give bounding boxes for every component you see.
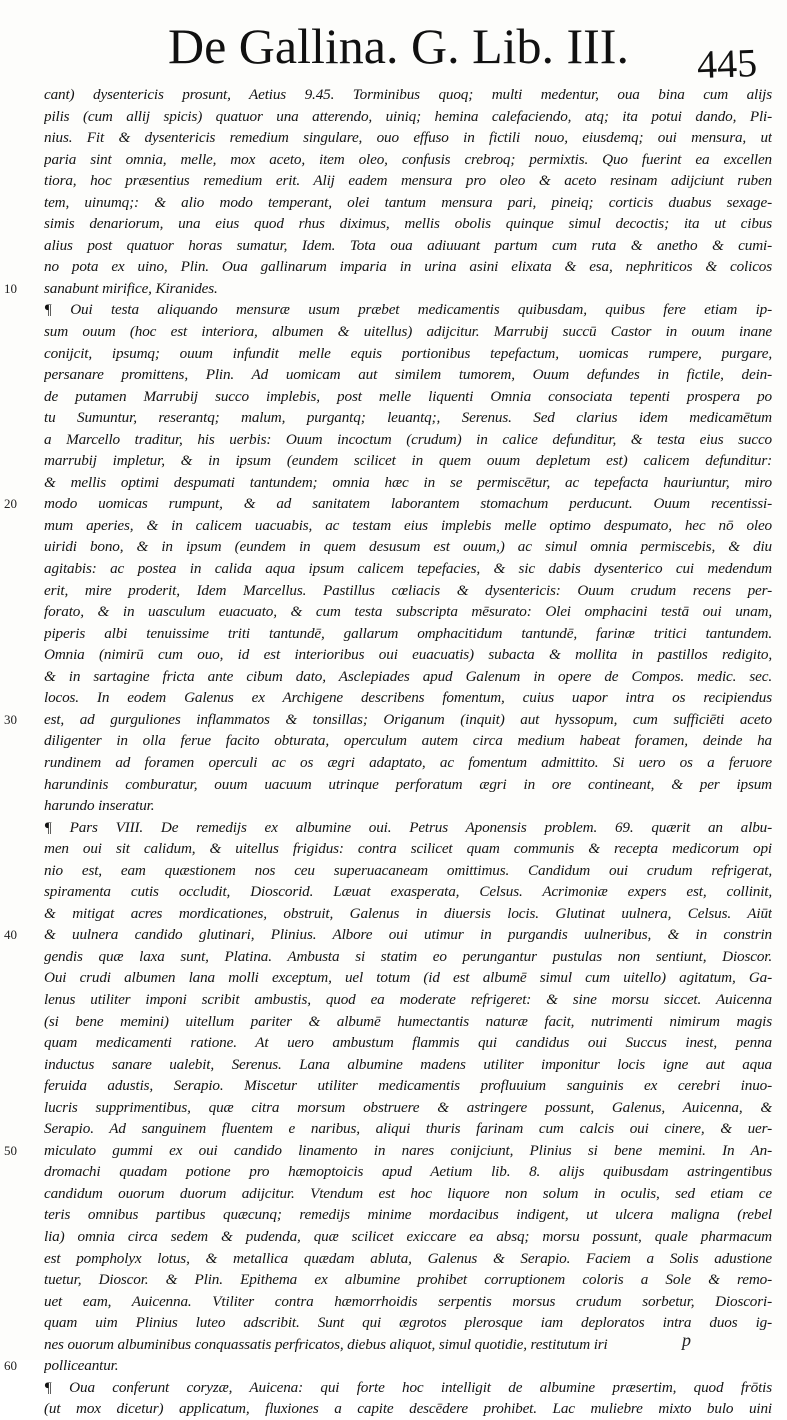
line-number: 50 (4, 1142, 17, 1158)
text-line: candidum ouorum duorum adijcitur. Vtendum est hoc liquore non solum in oculis, sed etiam ce (44, 1184, 772, 1202)
text-line: tuetur, Dioscor. & Plin. Epithema ex albumine prohibet corruptionem coloris a Sole & remo- (44, 1271, 772, 1289)
text-line: Oui crudi albumen lana molli exceptum, uel totum (id est albumē simul cum uitello) agitatum, Ga- (44, 969, 772, 987)
body-text (44, 84, 772, 1420)
text-line: feruida adustis, Serapio. Miscetur utiliter medicamentis profluuium sanguinis ex cerebri inuo- (44, 1077, 772, 1095)
text-line: marrubij impletur, & in ipsum (eundem scilicet in quem ouum depletum est) calicem defunditur: (44, 452, 772, 470)
text-line: lenus utiliter imponi scribit ambustis, quod ea moderate refrigeret: & sine morsu siccet. Auicenna (44, 990, 772, 1008)
text-line: men oui sit calidum, & uitellus frigidus: contra scilicet quam communis & recepta medicorum opi (44, 840, 772, 858)
text-line: a Marcello traditur, his uerbis: Ouum incoctum (crudum) in calice defunditur, & testa eius succo (44, 430, 772, 448)
text-line: & mellis optimi despumati tantundem; omnia hæc in se permiscētur, ac tepefacta hauriuntur, miro (44, 473, 772, 491)
text-line: nius. Fit & dysentericis remedium singulare, ouo effuso in fictili nouo, eiusdemq; oui mensura, ut (44, 129, 772, 147)
text-line: Omnia (nimirū cum ouo, id est interioribus oui euacuatis) subacta & mollita in pastillos redigito, (44, 646, 772, 664)
text-line: rundinem ad foramen operculi ac os ægri adaptato, ac fomentum admittito. Si uero os a feruore (44, 753, 772, 771)
text-line: spiramenta cutis occludit, Dioscorid. Læuat exasperata, Celsus. Acrimoniæ expers est, collinit, (44, 883, 772, 901)
text-line: uiridi bono, & in ipsum (eundem in quem desusum est ouum,) ac simul omnia permiscebis, & diu (44, 538, 772, 556)
text-line: locos. In eodem Galenus ex Archigene describens fomentum, cuius uapor intra os recipiendus (44, 689, 772, 707)
text-line: teris omnibus partibus quæcunq; remedijs minime mordacibus indigent, ut ulcera maligna (rebel (44, 1206, 772, 1224)
text-line: persanare promittens, Plin. Ad uomicam aut similem tumorem, Ouum defundes in fictile, dein- (44, 366, 772, 384)
text-line: nes ouorum albuminibus conquassatis perfricatos, diebus aliquot, simul quotidie, restitutum iri (44, 1335, 608, 1353)
text-line: polliceantur. (44, 1357, 119, 1375)
text-line: ¶ Oua conferunt coryzæ, Auicena: qui forte hoc intelligit de albumine præsertim, quod frōtis (44, 1378, 772, 1396)
text-line: diligenter in olla ferue facito obturata, operculum autem circa medium habeat foramen, deinde ha (44, 732, 772, 750)
text-line: harundo inseratur. (44, 797, 155, 815)
text-line: cant) dysentericis prosunt, Aetius 9.45. Torminibus quoq; multi medentur, oua bina cum alijs (44, 86, 772, 103)
text-line: paria sint omnia, melle, mox aceto, item oleo, confusis crebroq; permixtis. Quo fuerint ea excellen (44, 150, 772, 168)
page-number: 445 (696, 39, 758, 88)
text-line: est, ad gurguliones inflammatos & tonsillas; Origanum (inquit) aut hyssopum, cum sufficiēti aceto (44, 710, 772, 728)
line-number: 60 (4, 1358, 17, 1374)
text-line: simis denariorum, una eius quod rhus diximus, mellis obolis quinque simul decoctis; ita ut cibus (44, 215, 772, 233)
text-line: lucris supprimentibus, quæ citra morsum obstruere & astringere possunt, Galenus, Auicenna, & (44, 1098, 772, 1116)
text-line: harundinis comburatur, ouum uacuum utrinque perforatum ægri in ore contineant, & per ipsum (44, 775, 772, 793)
text-line: miculato gummi ex oui candido linamento in nares conijciunt, Plinius si bene memini. In An- (44, 1141, 772, 1159)
text-line: inductus sanare ualebit, Serenus. Lana albumine madens utiliter imponitur locis igne aut aqua (44, 1055, 772, 1073)
text-line: de putamen Marrubij succo implebis, post melle liquenti Omnia consociata tepenti prospera po (44, 387, 772, 405)
text-line: tem, uinumq;: & alio modo temperant, olei tantum mensura pari, pineiq; corticis duabus sexage- (44, 193, 772, 211)
text-line: (si bene memini) uitellum pariter & albumē humectantis naturæ facit, nutrimenti nimirum magis (44, 1012, 772, 1030)
line-number: 10 (4, 280, 17, 296)
text-line: piperis albi tenuissime triti tantundē, gallarum omphacitidum tantundē, farinæ tritici tantundem. (44, 624, 772, 642)
text-line: & in sartagine fricta ante cibum dato, Asclepiades apud Galenum in opere de Compos. medic. sec. (44, 667, 772, 685)
text-line: lia) omnia circa sedem & pudenda, quæ scilicet exiccare ea absq; morsu possunt, quale pharmacum (44, 1227, 772, 1245)
line-number: 20 (4, 496, 17, 512)
text-line: sum ouum (hoc est interiora, albumen & uitellus) adijcitur. Marrubij succū Castor in ouum inane (44, 323, 772, 341)
text-line: nio est, eam quæstionem nos ceu superuacaneam omittimus. Candidum oui crudum refrigerat, (44, 861, 772, 879)
text-line: modo uomicas rumpunt, & ad sanitatem laborantem stomachum perducunt. Ouum recentissi- (44, 495, 772, 513)
line-number: 40 (4, 927, 17, 943)
text-line: & mitigat acres mordicationes, obstruit, Galenus in diuersis locis. Glutinat uulnera, Celsus. Aiūt (44, 904, 772, 922)
text-line: no pota ex uino, Plin. Oua gallinarum imparia in urina asini elixata & esa, nephriticos & colicos (44, 258, 772, 276)
text-line: tiora, hoc præsentius remedium erit. Alij eadem mensura pro oleo & aceto resinam adijciunt ruben (44, 172, 772, 190)
text-line: pilis (cum allij spicis) quatuor una atterendo, uiniq; hemina calefaciendo, atq; ita potui dando, Pli- (44, 107, 772, 125)
catchword: p (682, 1330, 691, 1350)
text-line: quam uim Plinius luteo adscribit. Sunt qui ægrotos plerosque iam deploratos intra duos ig- (44, 1314, 772, 1332)
text-line: erit, mire proderit, Idem Marcellus. Pastillus cœliacis & dysentericis: Ouum crudum recens per- (44, 581, 772, 599)
text-line: quam medicamenti ratione. At uero ambustum flammis qui candidus oui Succus inest, penna (44, 1034, 772, 1052)
text-line: Serapio. Ad sanguinem fluentem e naribus, aliqui thuris farinam cum calcis oui cinere, & uer- (44, 1120, 772, 1138)
line-number: 30 (4, 711, 17, 727)
text-line: alius post quatuor horas sumatur, Idem. Tota oua adiuuant partum cum ruta & anetho & cumi- (44, 236, 772, 254)
text-line: gendis quæ laxa sunt, Platina. Ambusta si statim eo perungantur pustulas non sentiunt, Dioscor. (44, 947, 772, 965)
text-line: dromachi quadam potione pro hæmoptoicis apud Aetium lib. 8. alijs quibusdam astringentibus (44, 1163, 772, 1181)
text-line: ¶ Oui testa aliquando mensuræ usum præbet medicamentis quibusdam, quibus fere etiam ip- (44, 301, 772, 319)
running-title: De Gallina. G. Lib. III. (168, 18, 629, 74)
text-line: sanabunt mirifice, Kiranides. (44, 279, 218, 297)
text-line: & uulnera candido glutinari, Plinius. Albore oui utimur in purgandis uulneribus, & in constrin (44, 926, 772, 944)
text-line: tu Sumuntur, reserantq; malum, purgantq; leuantq;, Serenus. Sed clarius idem medicamētum (44, 409, 772, 427)
text-line: uet eam, Auicenna. Vtiliter contra hæmorrhoidis serpentis morsus crudum sorbetur, Dioscori- (44, 1292, 772, 1310)
text-line: conijcit, ipsumq; ouum infundit melle equis portionibus tepefactum, uomicas rumpere, purgare, (44, 344, 772, 362)
text-line: ¶ Pars VIII. De remedijs ex albumine oui. Petrus Aponensis problem. 69. quærit an albu- (44, 818, 772, 836)
text-line: agitabis: ac postea in calida aqua ipsum calicem tepefacies, & sic dabis dysenterico cui medendum (44, 560, 772, 578)
text-line: mum aperies, & in calicem uacuabis, ac testam eius implebis melle optimo despumato, hec nō oleo (44, 516, 772, 534)
page-header (0, 12, 787, 88)
text-line: est pompholyx lotus, & metallica quædam abluta, Galenus & Serapio. Faciem a Solis adustione (44, 1249, 772, 1267)
text-line: (ut mox dicetur) applicatum, fluxiones a capite descēdere prohibet. Lac muliebre mixto bulo uini (44, 1400, 772, 1418)
text-line: forato, & in uasculum euacuato, & cum testa subscripta mēsurato: Olei omphacini testā oui unam, (44, 603, 772, 621)
